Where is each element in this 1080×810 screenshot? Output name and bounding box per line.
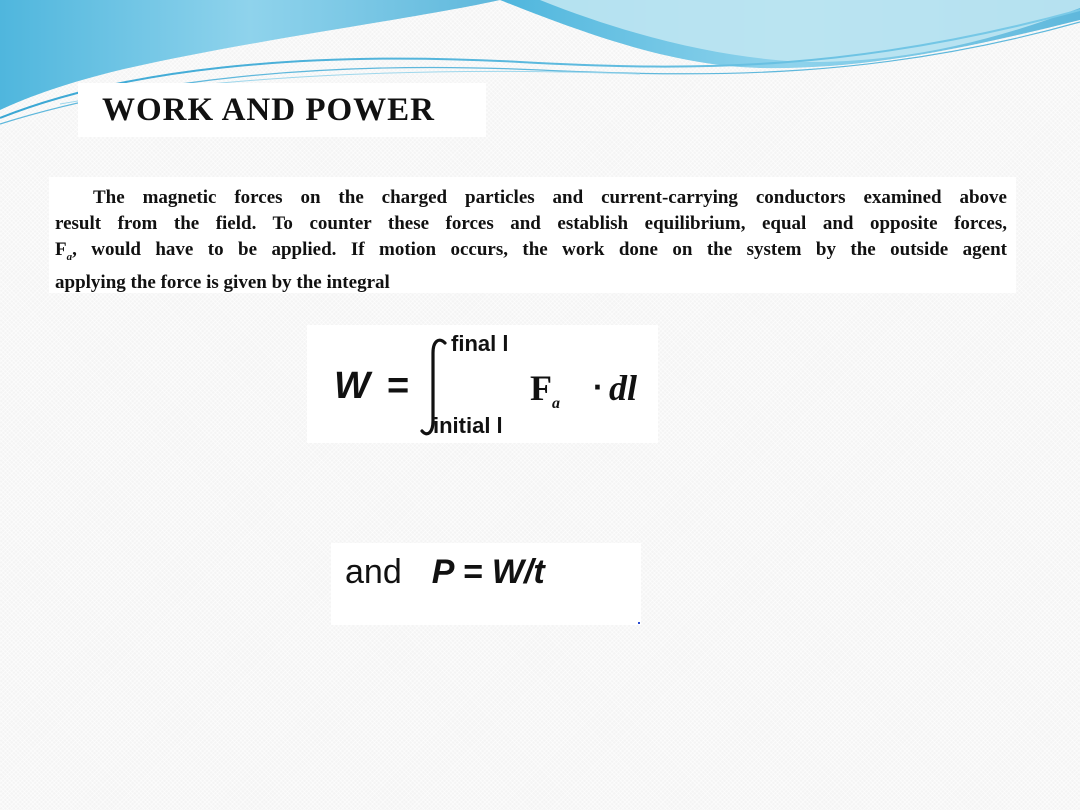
equation-lhs: W bbox=[334, 365, 370, 407]
paragraph-line-1: The magnetic forces on the charged particles and current-carrying conductors examined above bbox=[93, 187, 1007, 208]
power-equation-box bbox=[331, 543, 641, 625]
integrand-force-letter: F bbox=[530, 368, 552, 408]
force-symbol bbox=[55, 237, 72, 270]
paragraph-line-4: applying the force is given by the integral bbox=[55, 271, 390, 293]
work-equation bbox=[307, 325, 658, 443]
integrand-force bbox=[530, 367, 560, 413]
integral-upper-limit: final l bbox=[451, 331, 509, 356]
dot-product-symbol: · bbox=[593, 369, 604, 405]
slide-title: WORK AND POWER bbox=[102, 92, 436, 128]
body-paragraph bbox=[55, 185, 1007, 296]
paragraph-line-3-text: , would have to be applied. If motion occurs, the work done on the system by the outside agent bbox=[72, 239, 1007, 260]
paragraph-box bbox=[49, 177, 1016, 293]
power-formula: P = W/t bbox=[431, 553, 545, 591]
paragraph-line-2: result from the field. To counter these forces and establish equilibrium, equal and opposite forces, bbox=[55, 213, 1007, 234]
power-equation bbox=[345, 553, 545, 592]
title-box bbox=[78, 83, 486, 137]
integral-lower-limit: initial l bbox=[433, 413, 503, 438]
differential-length: dl bbox=[609, 368, 638, 408]
force-symbol-subscript: a bbox=[66, 250, 73, 263]
work-equation-box bbox=[307, 325, 658, 443]
power-equation-conjunction: and bbox=[345, 553, 402, 591]
integrand-force-subscript: a bbox=[552, 395, 560, 413]
paragraph-line-3 bbox=[55, 237, 1007, 270]
equation-equals: = bbox=[387, 365, 410, 407]
stray-dot-mark bbox=[638, 622, 640, 624]
force-symbol-letter: F bbox=[55, 239, 67, 260]
